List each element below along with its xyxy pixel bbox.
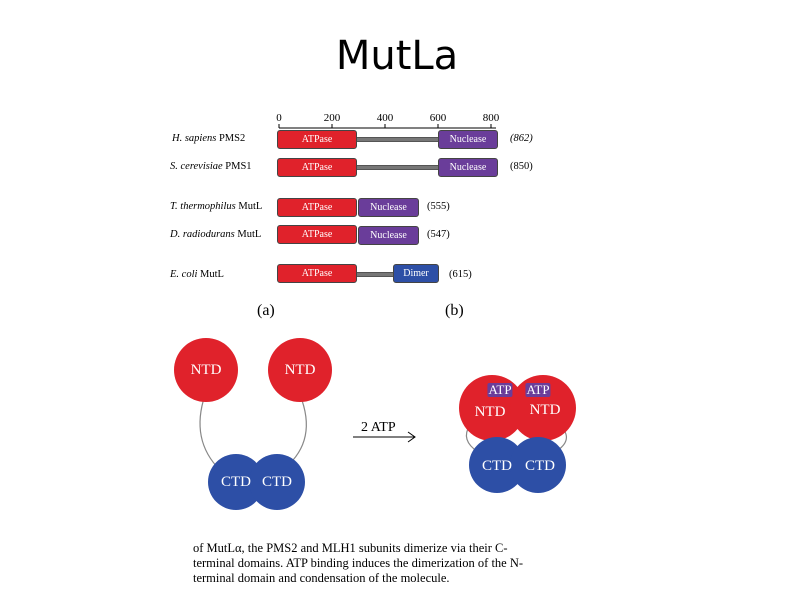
protein-length: (547) — [427, 229, 450, 240]
protein-length: (615) — [449, 269, 472, 280]
nuclease-domain: Nuclease — [358, 198, 419, 217]
ntd-label: NTD — [284, 362, 316, 378]
slide-title: MutLa — [335, 33, 459, 79]
atpase-domain: ATPase — [277, 225, 357, 244]
nuclease-domain: Nuclease — [358, 226, 419, 245]
atp-tag: ATP — [488, 382, 512, 397]
ntd-label: NTD — [529, 402, 561, 418]
ctd-label: CTD — [525, 458, 555, 474]
caption-line: terminal domains. ATP binding induces the dimerization of the N- — [193, 556, 524, 570]
ctd-label: CTD — [482, 458, 512, 474]
axis-tick-label: 400 — [376, 112, 394, 124]
ntd-label: NTD — [474, 404, 506, 420]
dimer-domain: Dimer — [393, 264, 439, 283]
atpase-domain: ATPase — [277, 158, 357, 177]
arrow-label: 2 ATP — [361, 420, 396, 435]
axis-tick-label: 600 — [429, 112, 447, 124]
nuclease-domain: Nuclease — [438, 130, 498, 149]
atpase-domain: ATPase — [277, 130, 357, 149]
axis-tick-label: 800 — [482, 112, 500, 124]
axis-tick-label: 200 — [323, 112, 341, 124]
panel-label-b: (b) — [445, 302, 464, 319]
protein-length: (862) — [510, 133, 533, 144]
atpase-domain: ATPase — [277, 198, 357, 217]
species-label: S. cerevisiae PMS1 — [170, 161, 252, 172]
ctd-label: CTD — [262, 474, 292, 490]
ctd-label: CTD — [221, 474, 251, 490]
protein-length: (850) — [510, 161, 533, 172]
panel-label-a: (a) — [257, 302, 275, 319]
caption-line: terminal domain and condensation of the molecule. — [193, 571, 450, 585]
axis-tick-label: 0 — [276, 112, 282, 124]
species-label: D. radiodurans MutL — [170, 229, 262, 240]
species-label: E. coli MutL — [170, 269, 224, 280]
atp-tag: ATP — [526, 382, 550, 397]
figure-caption — [193, 541, 561, 586]
linker-line — [200, 395, 220, 470]
caption-line: of MutLα, the PMS2 and MLH1 subunits dimerize via their C- — [193, 541, 508, 555]
species-label: H. sapiens PMS2 — [172, 133, 246, 144]
ntd-label: NTD — [190, 362, 222, 378]
nuclease-domain: Nuclease — [438, 158, 498, 177]
protein-length: (555) — [427, 201, 450, 212]
atpase-domain: ATPase — [277, 264, 357, 283]
species-label: T. thermophilus MutL — [170, 201, 263, 212]
